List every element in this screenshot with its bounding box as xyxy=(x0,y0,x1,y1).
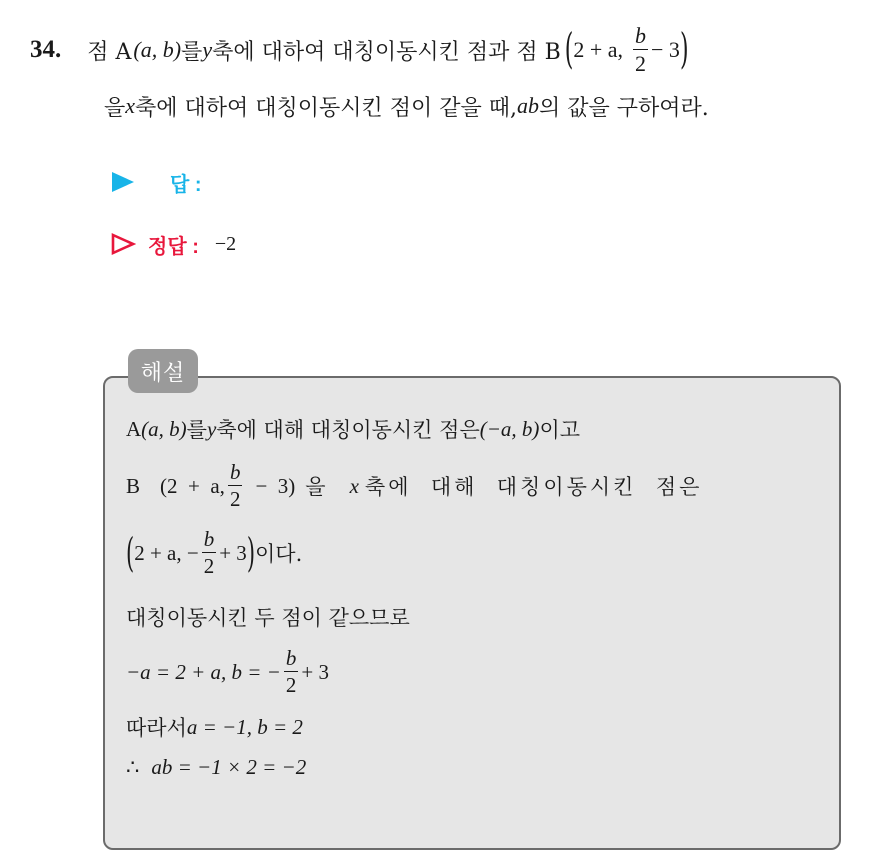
fraction: $\frac{b}{2}$ xyxy=(635,23,647,76)
explanation-tag: 해설 xyxy=(128,349,198,393)
explanation-line-4: 대칭이동시킨 두 점이 같으므로 xyxy=(126,606,410,630)
question-line-1: 34. 점 A (a, b) 를 y 축에 대하여 대칭이동시킨 점과 점 B ( 2 + a, $\frac{b}{2}$ − 3 ) xyxy=(30,23,689,76)
answer-row xyxy=(110,166,218,198)
play-outline-icon xyxy=(110,232,136,256)
explanation-line-2: B (2 + a, $\frac{b}{2}$ − 3) 을 x 축에 대해 대칭이동시킨 점은 xyxy=(126,460,703,511)
question-number: 34. xyxy=(30,36,62,63)
explanation-line-5: −a = 2 + a, b = − $\frac{b}{2}$ + 3 xyxy=(126,646,329,697)
question-text: 점 A xyxy=(87,39,132,65)
question-line-2: 을 x 축에 대하여 대칭이동시킨 점이 같을 때, ab 의 값을 구하여라. xyxy=(104,93,709,121)
explanation-line-6: 따라서 a = −1, b = 2 xyxy=(126,714,303,740)
correct-row xyxy=(110,228,236,260)
fraction: $\frac{b}{2}$ xyxy=(229,460,241,511)
fraction: $\frac{b}{2}$ xyxy=(203,527,215,578)
fraction: $\frac{b}{2}$ xyxy=(285,646,297,697)
point-a-coords: (a, b) xyxy=(133,37,182,62)
answer-label: 답 : xyxy=(170,173,202,196)
correct-label: 정답 : xyxy=(148,235,199,258)
explanation-line-7: ∴ ab = −1 × 2 = −2 xyxy=(126,754,307,779)
explanation-line-3: ( 2 + a, − $\frac{b}{2}$ + 3 ) 이다. xyxy=(126,527,303,578)
correct-value: −2 xyxy=(214,232,237,255)
play-filled-icon xyxy=(110,170,136,194)
therefore-symbol: ∴ xyxy=(126,754,140,779)
explanation-line-1: A (a, b) 를 y 축에 대해 대칭이동시킨 점은 (−a, b) 이고 xyxy=(126,416,581,442)
point-b-coords: 2 + a, xyxy=(573,37,624,62)
